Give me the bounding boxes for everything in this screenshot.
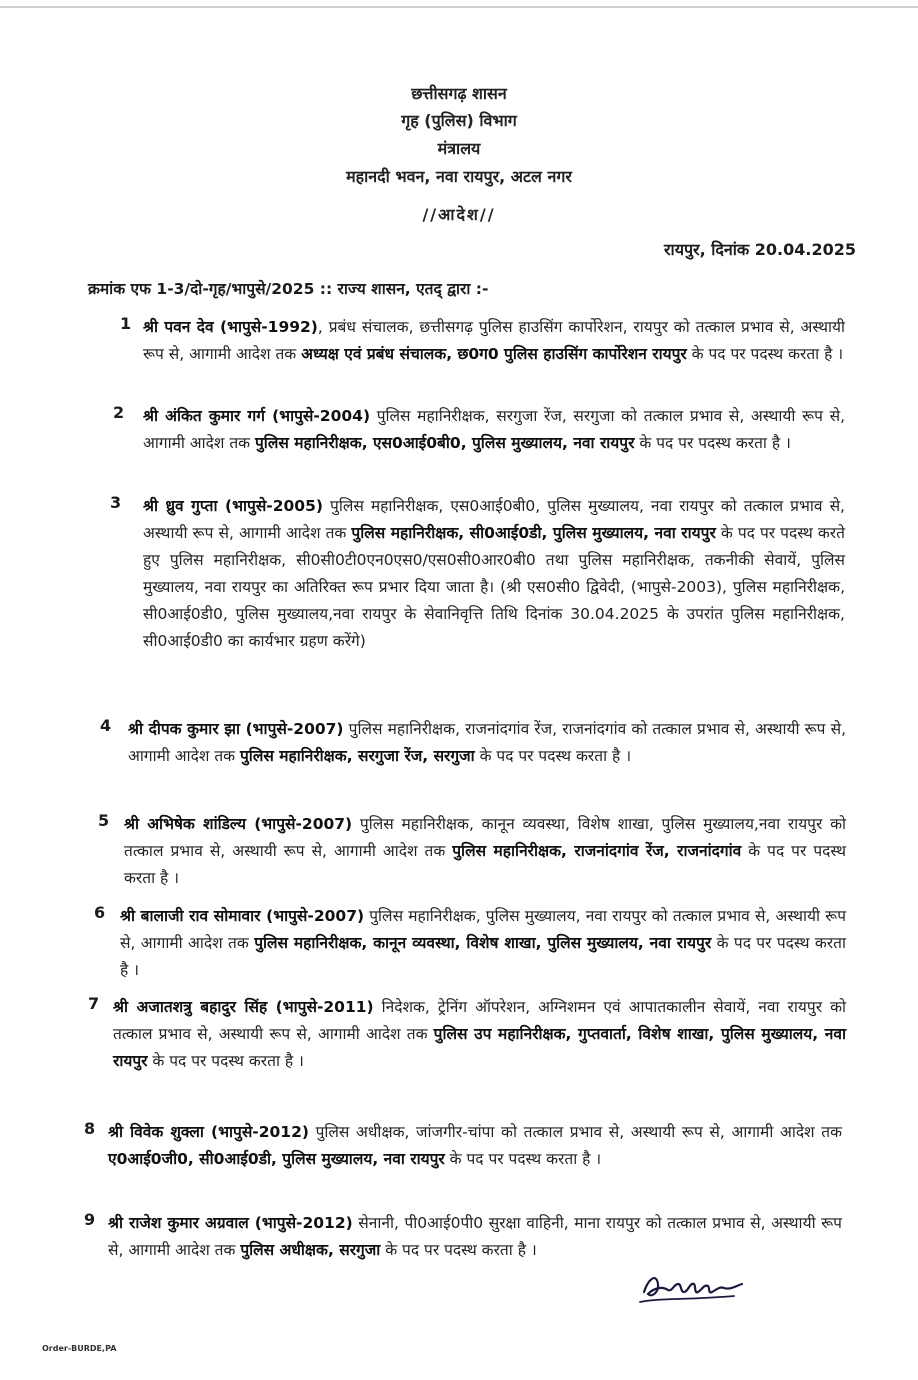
item-number: 5 — [98, 811, 110, 830]
item-text: सेनानी, पी0आई0पी0 सुरक्षा वाहिनी, माना रायपुर को तत्काल प्रभाव से, अस्थायी रूप से, आगामी आदेश तक — [108, 1214, 842, 1259]
item-tail: के पद पर पदस्थ करता है । — [380, 1241, 537, 1259]
officer-name: श्री अंकित कुमार गर्ग (भापुसे-2004) — [143, 407, 371, 425]
header-department: गृह (पुलिस) विभाग — [401, 111, 517, 130]
item-text: पुलिस महानिरीक्षक, कानून व्यवस्था, विशेष शाखा, पुलिस मुख्यालय,नवा रायपुर को तत्काल प्रभाव से, अस्थायी रूप से, आगामी आदेश तक — [124, 815, 846, 860]
new-post: पुलिस महानिरीक्षक, एस0आई0बी0, पुलिस मुख्यालय, नवा रायपुर — [255, 434, 635, 452]
header-ministry: मंत्रालय — [437, 139, 481, 158]
officer-name: श्री राजेश कुमार अग्रवाल (भापुसे-2012) — [108, 1214, 353, 1232]
new-post: पुलिस महानिरीक्षक, कानून व्यवस्था, विशेष शाखा, पुलिस मुख्यालय, नवा रायपुर — [254, 934, 712, 952]
item-tail: के पद पर पदस्थ करता है । — [120, 934, 846, 979]
officer-name: श्री पवन देव (भापुसे-1992) — [143, 318, 318, 336]
item-number: 8 — [84, 1119, 96, 1138]
item-tail: के पद पर पदस्थ करता है । — [147, 1052, 304, 1070]
item-tail: के पद पर पदस्थ करता है । — [124, 842, 846, 887]
item-number: 3 — [110, 493, 122, 512]
header-address: महानदी भवन, नवा रायपुर, अटल नगर — [346, 167, 572, 186]
item-number: 1 — [120, 314, 132, 333]
officer-name: श्री दीपक कुमार झा (भापुसे-2007) — [128, 720, 344, 738]
place-date: रायपुर, दिनांक 20.04.2025 — [664, 240, 856, 259]
item-text: , प्रबंध संचालक, छत्तीसगढ़ पुलिस हाउसिंग कार्पोरेशन, रायपुर को तत्काल प्रभाव से, अस्थायी रूप से, आगामी आदेश तक — [143, 318, 845, 363]
top-divider — [0, 6, 918, 8]
item-number: 7 — [88, 994, 100, 1013]
item-tail: के पद पर पदस्थ करता है । — [634, 434, 791, 452]
item-tail: के पद पर पदस्थ करता है । — [444, 1150, 602, 1168]
item-text: पुलिस महानिरीक्षक, सरगुजा रेंज, सरगुजा को तत्काल प्रभाव से, अस्थायी रूप से, आगामी आदेश तक — [143, 407, 845, 452]
new-post: पुलिस महानिरीक्षक, सी0आई0डी, पुलिस मुख्यालय, नवा रायपुर — [351, 524, 716, 542]
item-number: 2 — [113, 403, 125, 422]
new-post: पुलिस उप महानिरीक्षक, गुप्तवार्ता, विशेष शाखा, पुलिस मुख्यालय, नवा रायपुर — [113, 1025, 846, 1070]
new-post: पुलिस अधीक्षक, सरगुजा — [240, 1241, 381, 1259]
header-government: छत्तीसगढ़ शासन — [411, 84, 507, 103]
new-post: अध्यक्ष एवं प्रबंध संचालक, छ0ग0 पुलिस हाउसिंग कार्पोरेशन रायपुर — [301, 345, 687, 363]
item-number: 9 — [84, 1210, 96, 1229]
footer-code: Order-BURDE,PA — [42, 1344, 117, 1353]
order-reference: क्रमांक एफ 1-3/दो-गृह/भापुसे/2025 :: राज्य शासन, एतद् द्वारा :- — [88, 280, 489, 298]
new-post: पुलिस महानिरीक्षक, सरगुजा रेंज, सरगुजा — [240, 747, 475, 765]
new-post: पुलिस महानिरीक्षक, राजनांदगांव रेंज, राजनांदगांव — [452, 842, 742, 860]
officer-name: श्री अजातशत्रु बहादुर सिंह (भापुसे-2011) — [113, 998, 374, 1016]
item-number: 4 — [100, 716, 112, 735]
new-post: ए0आई0जी0, सी0आई0डी, पुलिस मुख्यालय, नवा रायपुर — [108, 1150, 445, 1168]
item-tail: के पद पर पदस्थ करता है । — [686, 345, 844, 363]
signature-image — [638, 1262, 748, 1310]
officer-name: श्री बालाजी राव सोमावार (भापुसे-2007) — [120, 907, 365, 925]
officer-name: श्री विवेक शुक्ला (भापुसे-2012) — [108, 1123, 309, 1141]
officer-name: श्री ध्रुव गुप्ता (भापुसे-2005) — [143, 497, 323, 515]
order-title: //आदेश// — [422, 205, 496, 224]
item-tail: के पद पर पदस्थ करता है । — [474, 747, 632, 765]
item-text: पुलिस महानिरीक्षक, पुलिस मुख्यालय, नवा रायपुर को तत्काल प्रभाव से, अस्थायी रूप से, आगामी आदेश तक — [120, 907, 846, 952]
item-text: पुलिस अधीक्षक, जांजगीर-चांपा को तत्काल प्रभाव से, अस्थायी रूप से, आगामी आदेश तक — [308, 1123, 842, 1141]
item-text: पुलिस महानिरीक्षक, राजनांदगांव रेंज, राजनांदगांव को तत्काल प्रभाव से, अस्थायी रूप से, आगामी आदेश तक — [128, 720, 846, 765]
item-number: 6 — [94, 903, 106, 922]
item-text: निदेशक, ट्रेनिंग ऑपरेशन, अग्निशमन एवं आपातकालीन सेवायें, नवा रायपुर को तत्काल प्रभाव से, अस्थायी रूप से, आगामी आदेश तक — [113, 998, 846, 1043]
item-tail: के पद पर पदस्थ करते हुए पुलिस महानिरीक्षक, सी0सी0टी0एन0एस0/एस0सी0आर0बी0 तथा पुलिस महानिरीक्षक, तकनीकी सेवायें, पुलिस मुख्यालय, नवा रायपुर का अतिरिक्त रूप प्रभार दिया जाता है। (श्री एस0सी0 द्विवेदी, (भापुसे-2003), पुलिस महानिरीक्षक, सी0आई0डी0, पुलिस मुख्यालय,नवा रायपुर के सेवानिवृत्ति तिथि दिनांक 30.04.2025 के उपरांत पुलिस महानिरीक्षक, सी0आई0डी0 का कार्यभार ग्रहण करेंगे) — [143, 524, 845, 650]
item-text: पुलिस महानिरीक्षक, एस0आई0बी0, पुलिस मुख्यालय, नवा रायपुर को तत्काल प्रभाव से, अस्थायी रूप से, आगामी आदेश तक — [143, 497, 845, 542]
officer-name: श्री अभिषेक शांडिल्य (भापुसे-2007) — [124, 815, 353, 833]
